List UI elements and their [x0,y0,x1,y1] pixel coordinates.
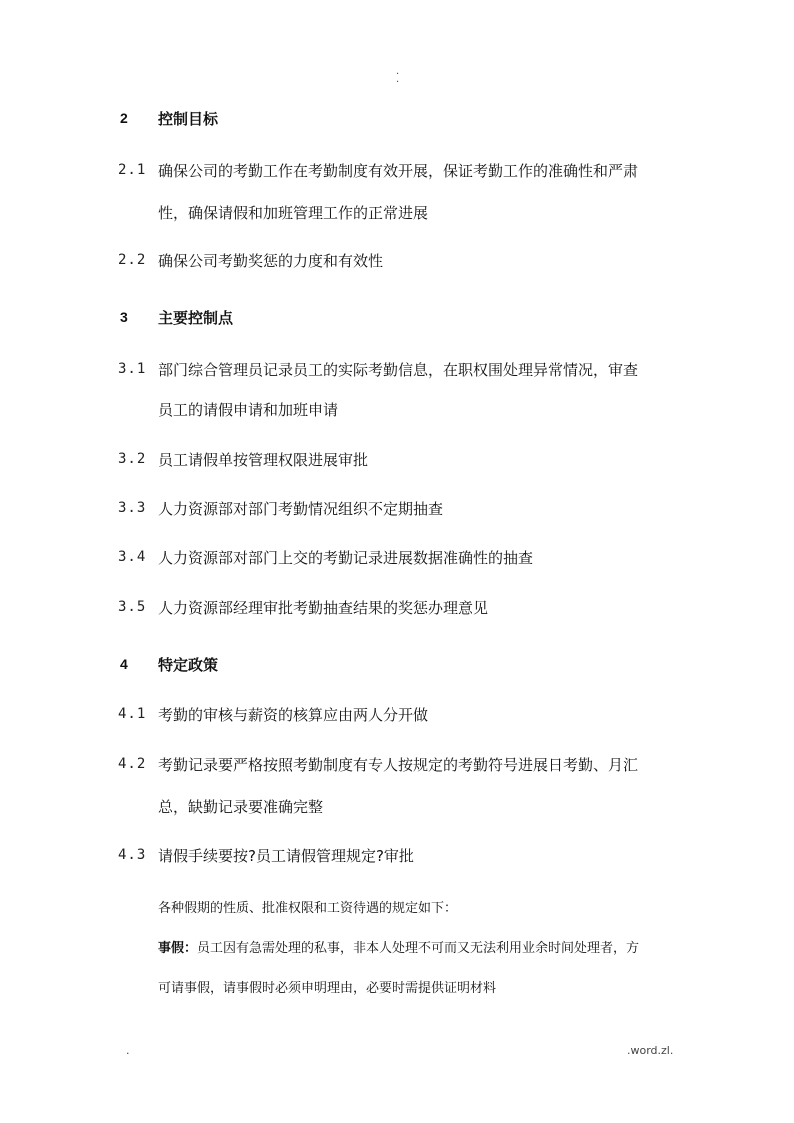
item-3-3-line1: 人力资源部对部门考勤情况组织不定期抽查 [158,500,444,518]
item-4-1-number: 4.1 [118,706,147,722]
item-3-2-line1: 员工请假单按管理权限进展审批 [158,451,369,469]
leave-paragraph [158,937,639,956]
item-2-1-line1: 确保公司的考勤工作在考勤制度有效开展，保证考勤工作的准确性和严肃 [158,162,639,180]
section-3-title: 主要控制点 [158,309,234,327]
leave-line2: 可请事假，请事假时必须申明理由，必要时需提供证明材料 [158,981,497,996]
item-4-3-number: 4.3 [118,847,147,863]
section-4-title: 特定政策 [158,656,219,674]
header-mark: . [396,66,400,77]
section-3-number: 3 [120,309,128,325]
section-2-title: 控制目标 [158,110,219,128]
item-2-1-number: 2.1 [118,162,147,178]
section-4-number: 4 [120,656,128,672]
footer-left-mark: . [126,1044,130,1057]
item-4-1-line1: 考勤的审核与薪资的核算应由两人分开做 [158,706,429,724]
item-4-2-number: 4.2 [118,756,147,772]
item-2-1-line2: 性，确保请假和加班管理工作的正常进展 [158,204,429,222]
item-4-3-line1: 请假手续要按?员工请假管理规定?审批 [158,847,414,865]
item-2-2-line1: 确保公司考勤奖惩的力度和有效性 [158,252,384,270]
item-3-1-line1: 部门综合管理员记录员工的实际考勤信息，在职权围处理异常情况，审查 [158,361,639,379]
item-3-1-line2: 员工的请假申请和加班申请 [158,401,339,419]
footer-watermark: .word.zl. [627,1044,674,1057]
header-mark: . [396,74,400,85]
item-3-5-number: 3.5 [118,599,147,615]
item-3-3-number: 3.3 [118,500,147,516]
item-3-2-number: 3.2 [118,451,147,467]
item-3-4-line1: 人力资源部对部门上交的考勤记录进展数据准确性的抽查 [158,549,534,567]
item-3-5-line1: 人力资源部经理审批考勤抽查结果的奖惩办理意见 [158,599,489,617]
item-4-2-line1: 考勤记录要严格按照考勤制度有专人按规定的考勤符号进展日考勤、月汇 [158,756,639,774]
item-4-2-line2: 总，缺勤记录要准确完整 [158,798,324,816]
section-2-number: 2 [120,110,128,126]
item-3-4-number: 3.4 [118,549,147,565]
item-3-1-number: 3.1 [118,361,147,377]
leave-line1: 员工因有急需处理的私事，非本人处理不可而又无法利用业余时间处理者，方 [197,941,640,956]
leave-term: 事假： [158,941,198,956]
leave-intro: 各种假期的性质、批准权限和工资待遇的规定如下： [158,901,458,916]
item-2-2-number: 2.2 [118,252,147,268]
